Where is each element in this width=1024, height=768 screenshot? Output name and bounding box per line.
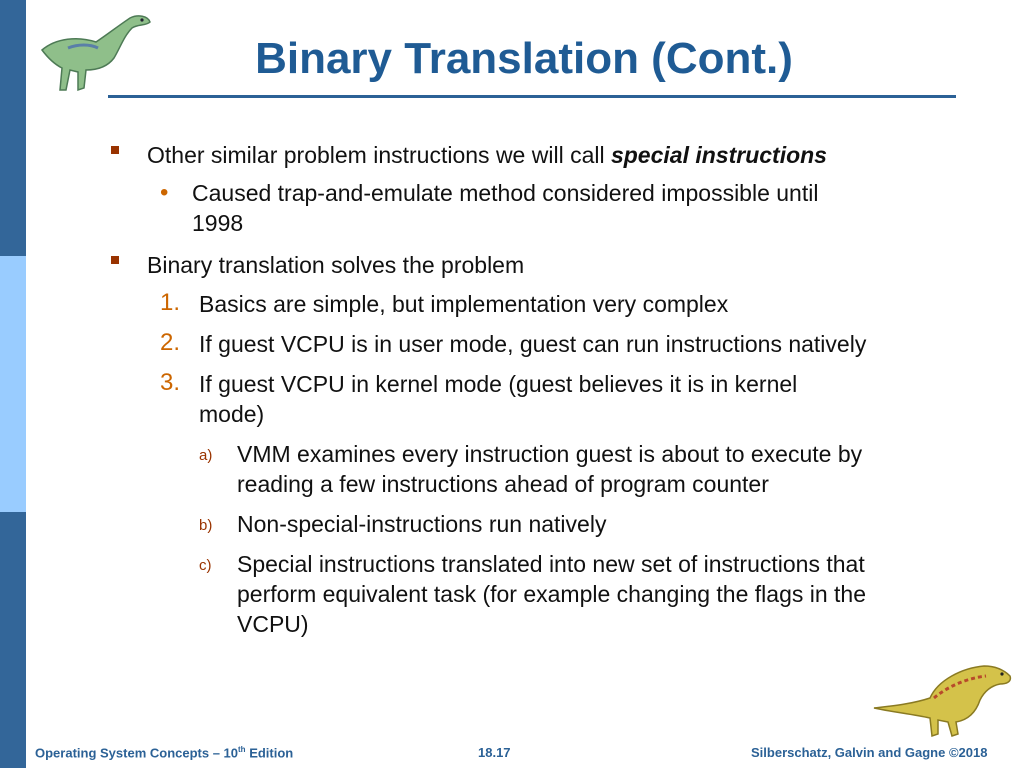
lettered-line: Non-special-instructions run natively	[237, 511, 607, 537]
numbered-item	[199, 329, 866, 359]
lettered-line: reading a few instructions ahead of program counter	[237, 471, 769, 497]
sub-bullet-item	[192, 178, 818, 238]
numbered-line: Basics are simple, but implementation very complex	[199, 291, 729, 317]
lettered-item	[237, 439, 862, 499]
bullet-text: Other similar problem instructions we will call	[147, 142, 611, 168]
bullet-item	[147, 140, 827, 170]
lettered-line: Special instructions translated into new set of instructions that	[237, 551, 865, 577]
lettered-item	[237, 549, 866, 639]
slide-title: Binary Translation (Cont.)	[255, 34, 793, 83]
list-number: 1.	[160, 289, 181, 316]
numbered-item	[199, 369, 797, 429]
footer-authors: Silberschatz, Galvin and Gagne ©2018	[751, 745, 988, 760]
numbered-item	[199, 289, 728, 319]
dinosaur-icon	[872, 658, 1018, 738]
numbered-line: mode)	[199, 401, 265, 427]
bullet-text: Binary translation solves the problem	[147, 252, 525, 278]
list-letter: a)	[199, 447, 213, 464]
footer-course-title	[35, 745, 293, 760]
square-bullet-icon	[111, 256, 119, 264]
footer-title-suffix: Edition	[245, 745, 294, 761]
numbered-line: If guest VCPU is in user mode, guest can run instructions natively	[199, 331, 867, 357]
lettered-line: VCPU)	[237, 611, 309, 637]
page-number: 18.17	[478, 745, 511, 760]
numbered-line: If guest VCPU in kernel mode (guest believes it is in kernel	[199, 371, 798, 397]
lettered-line: perform equivalent task (for example changing the flags in the	[237, 581, 867, 607]
emphasis-text: special instructions	[610, 142, 827, 168]
sub-bullet-line: Caused trap-and-emulate method considered impossible until	[192, 180, 819, 206]
round-bullet-icon: •	[160, 179, 169, 206]
lettered-item	[237, 509, 606, 539]
bullet-item	[147, 250, 524, 280]
list-letter: c)	[199, 557, 212, 574]
list-letter: b)	[199, 517, 213, 534]
list-number: 2.	[160, 329, 181, 356]
footer-title-text: Operating System Concepts – 10	[35, 745, 239, 761]
list-number: 3.	[160, 369, 181, 396]
lettered-line: VMM examines every instruction guest is about to execute by	[237, 441, 863, 467]
footer-title-sup: th	[238, 745, 246, 754]
square-bullet-icon	[111, 146, 119, 154]
sub-bullet-line: 1998	[192, 210, 244, 236]
